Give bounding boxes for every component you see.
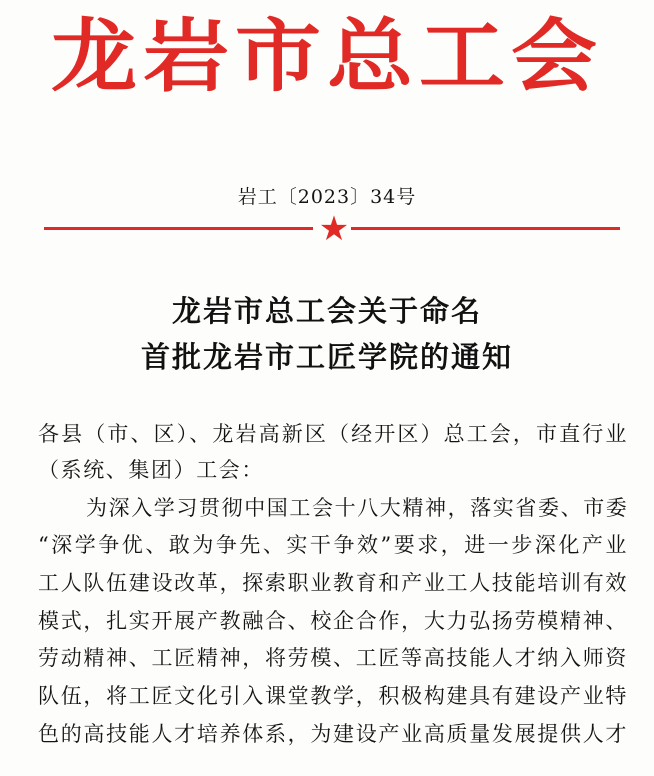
divider-rule-right [351, 227, 620, 230]
notice-title-line-1: 龙岩市总工会关于命名 [171, 294, 482, 328]
body-text-line: 模式，扎实开展产教融合、校企合作，大力弘扬劳模精神、 [38, 609, 628, 633]
document-number: 岩工〔2023〕34号 [237, 186, 417, 208]
red-divider [44, 209, 620, 249]
masthead-title: 龙岩市总工会 [51, 10, 603, 103]
salutation-line: 各县（市、区）、龙岩高新区（经开区）总工会，市直行业 [38, 422, 628, 446]
star-icon: ★ [318, 209, 350, 249]
body-text-line: 色的高技能人才培养体系，为建设产业高质量发展提供人才 [38, 722, 628, 746]
notice-title-line-2: 首批龙岩市工匠学院的通知 [140, 340, 513, 374]
body-text-line: 为深入学习贯彻中国工会十八大精神，落实省委、市委 [86, 496, 628, 520]
body-text-line: 工人队伍建设改革，探索职业教育和产业工人技能培训有效 [38, 571, 628, 595]
body-text-line: 队伍，将工匠文化引入课堂教学，积极构建具有建设产业特 [38, 684, 628, 708]
body-text-line: “深学争优、敢为争先、实干争效”要求，进一步深化产业 [38, 533, 628, 557]
salutation-line: （系统、集团）工会： [38, 458, 264, 482]
divider-rule-left [44, 227, 313, 230]
body-text-line: 劳动精神、工匠精神，将劳模、工匠等高技能人才纳入师资 [38, 646, 628, 670]
